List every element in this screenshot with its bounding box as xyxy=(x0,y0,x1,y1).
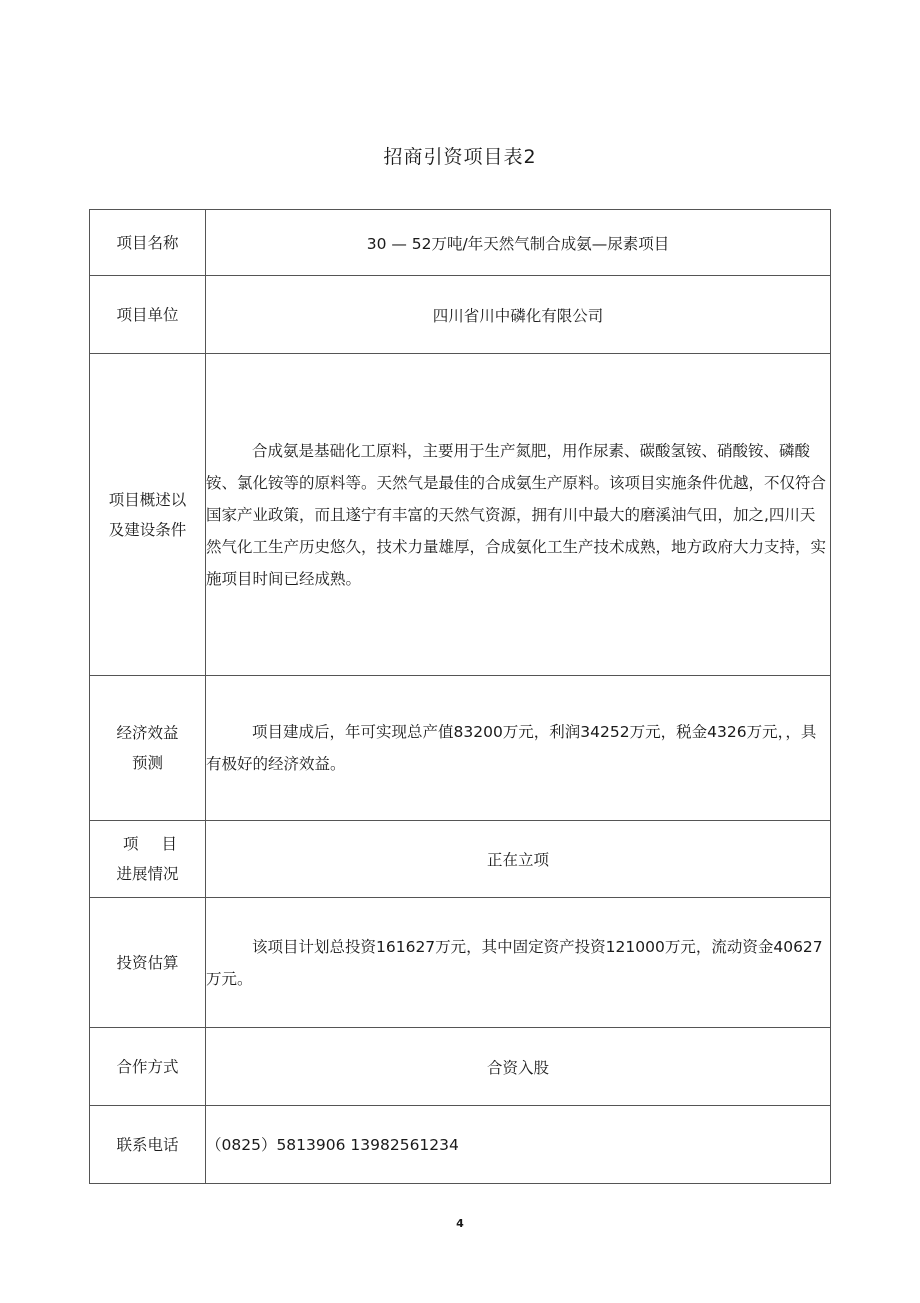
value-contact: （0825）5813906 13982561234 xyxy=(206,1106,831,1184)
label-progress-char1: 项 xyxy=(123,835,139,853)
project-info-table xyxy=(89,209,831,1184)
label-project-unit: 项目单位 xyxy=(90,276,206,354)
overview-text: 合成氨是基础化工原料，主要用于生产氮肥，用作尿素、碳酸氢铵、硝酸铵、磷酸铵、氯化铵等的原料等。天然气是最佳的合成氨生产原料。该项目实施条件优越，不仅符合国家产业政策，而且遂宁有丰富的天然气资源，拥有川中最大的磨溪油气田，加之,四川天然气化工生产历史悠久，技术力量雄厚，合成氨化工生产技术成熟，地方政府大力支持，实施项目时间已经成熟。 xyxy=(206,441,827,588)
label-economics-line2: 预测 xyxy=(131,754,163,772)
label-progress-line2: 进展情况 xyxy=(116,865,179,883)
label-cooperation: 合作方式 xyxy=(90,1028,206,1106)
page-number: 4 xyxy=(456,1217,464,1230)
value-progress: 正在立项 xyxy=(206,821,831,898)
row-cooperation xyxy=(90,1028,831,1106)
value-project-overview xyxy=(206,354,831,676)
document-title: 招商引资项目表2 xyxy=(383,146,537,168)
row-economics xyxy=(90,676,831,821)
label-overview-line1: 项目概述以 xyxy=(108,490,187,509)
label-progress xyxy=(90,821,206,898)
value-economics xyxy=(206,676,831,821)
value-cooperation: 合资入股 xyxy=(206,1028,831,1106)
label-contact: 联系电话 xyxy=(90,1106,206,1184)
label-economics xyxy=(90,676,206,821)
value-project-name: 30 — 52万吨/年天然气制合成氨—尿素项目 xyxy=(206,210,831,276)
label-project-name: 项目名称 xyxy=(90,210,206,276)
value-project-unit: 四川省川中磷化有限公司 xyxy=(206,276,831,354)
row-progress xyxy=(90,821,831,898)
row-project-unit xyxy=(90,276,831,354)
label-overview-line2: 及建设条件 xyxy=(108,520,187,539)
investment-text: 该项目计划总投资161627万元，其中固定资产投资121000万元，流动资金40627万元。 xyxy=(206,937,823,988)
row-project-name xyxy=(90,210,831,276)
label-project-overview xyxy=(90,354,206,676)
row-project-overview xyxy=(90,354,831,676)
row-contact xyxy=(90,1106,831,1184)
value-investment xyxy=(206,898,831,1028)
row-investment xyxy=(90,898,831,1028)
economics-text: 项目建成后，年可实现总产值83200万元，利润34252万元，税金4326万元，，具有极好的经济效益。 xyxy=(206,723,817,773)
label-progress-char2: 目 xyxy=(161,835,177,853)
label-investment: 投资估算 xyxy=(90,898,206,1028)
label-economics-line1: 经济效益 xyxy=(116,724,179,742)
label-progress-line1 xyxy=(90,829,205,859)
